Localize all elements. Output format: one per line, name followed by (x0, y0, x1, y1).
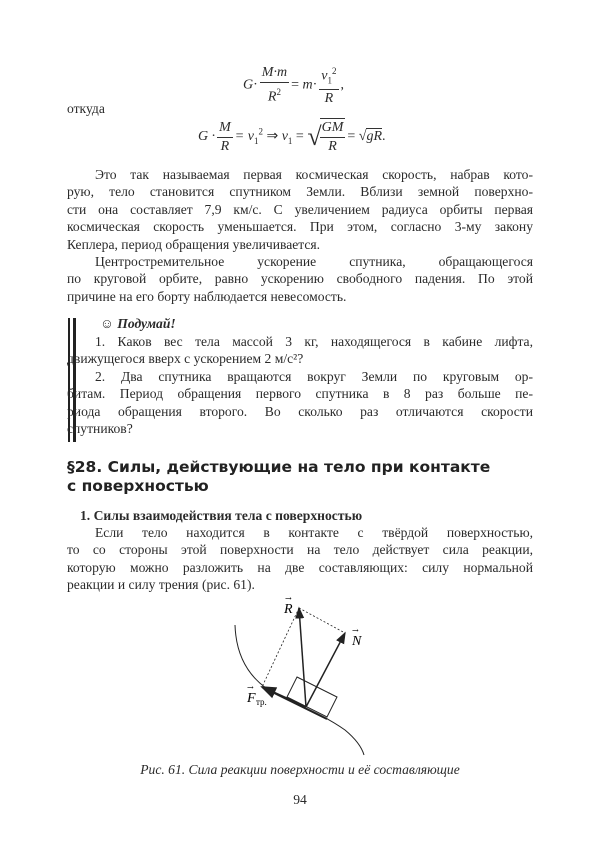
vector-arrow-mark: → (247, 683, 254, 692)
vector-arrow-mark: → (285, 594, 292, 603)
vector-R (299, 608, 306, 707)
vector-F (262, 687, 306, 707)
think-questions: 1. Каков вес тела массой 3 кг, находящегося в кабине лифта, движущегося вверх с ускорением 2 м/с²? 2. Два спутника вращаются вокруг Земли по круговым ор- битам. Период обращения первого спутника в 8 раз больше пе- риода обращения второго. Во сколько раз отличаются скорости спутников? (67, 334, 533, 437)
page-number: 94 (293, 792, 307, 807)
smiley-icon: ☺ (100, 316, 114, 331)
section-heading: §28. Силы, действующие на тело при контакте с поверхностью (67, 458, 491, 495)
formula-gravity-equals-centripetal: G· $\frac{M\cdot m}{R^2}$ = m· $\frac{v_1^2}{R}$ , (243, 62, 344, 108)
surface-curve (235, 625, 364, 755)
paragraph-cosmic-velocity: Это так называемая первая космическая скорость, набрав кото- рую, тело становится спутником Земли. Вблизи земной поверхно- сти она составляет 7,9 км/с. С увеличением радиуса орбиты первая космическая скорость уменьшается. При этом, согласно 3-му закону Кеплера, период обращения увеличивается. (67, 167, 533, 252)
vector-arrow-mark: → (352, 626, 359, 635)
paragraph-reaction-force: Если тело находится в контакте с твёрдой поверхностью, то со стороны этой поверхности на тело действует сила реакции, которую можно разложить на две составляющих: силу нормальной реакции и силу трения (рис. 61). (67, 525, 533, 593)
dashed-guide (299, 608, 345, 633)
dashed-guide (262, 608, 299, 687)
formula-first-cosmic-velocity: G · $\frac{M}{R}$ = $v_1^2$ ⇒ $v_1$ = √ $\frac{GM}{R}$ = √gR. (198, 119, 386, 154)
label-F: F (247, 691, 256, 706)
vector-N (306, 633, 345, 707)
think-title: ☺ Подумай! (100, 316, 176, 331)
subsection-heading: 1. Силы взаимодействия тела с поверхностью (80, 508, 363, 523)
label-N: N (352, 634, 362, 649)
text-otkuda: откуда (67, 101, 105, 116)
label-F-sub: тр. (256, 697, 267, 707)
label-R: R (284, 602, 293, 617)
paragraph-weightlessness: Центростремительное ускорение спутника, обращающегося по круговой орбите, равно ускорению свободного падения. По этой причине на его борту наблюдается невесомость. (67, 254, 533, 304)
figure-caption: Рис. 61. Сила реакции поверхности и её составляющие (140, 762, 460, 777)
